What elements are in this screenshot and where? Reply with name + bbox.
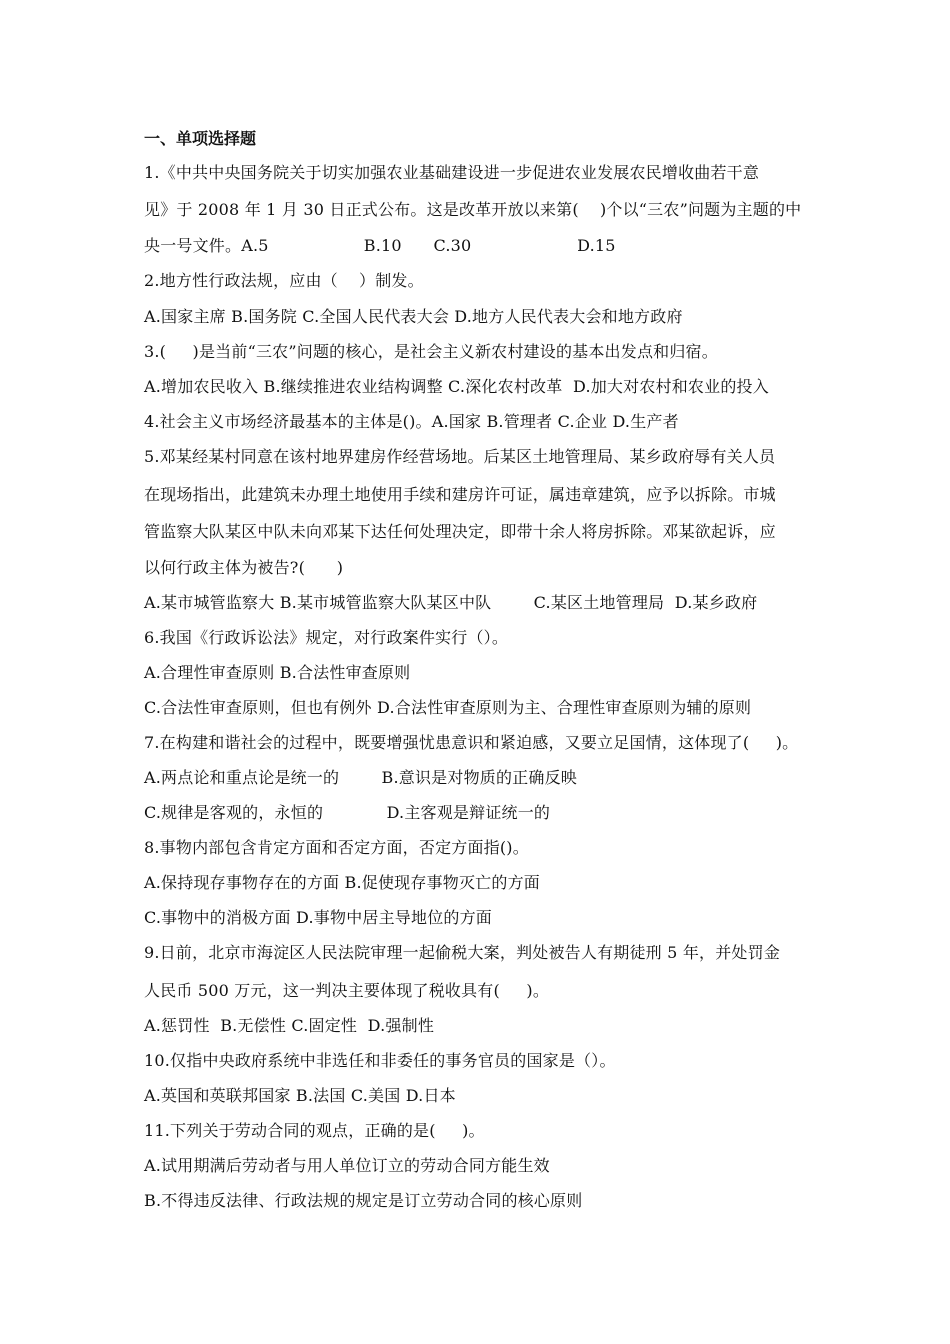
question-9-line-1: 9.日前，北京市海淀区人民法院审理一起偷税大案，判处被告人有期徒刑 5 年，并处罚金 xyxy=(144,943,781,962)
question-7-options-2: C.规律是客观的，永恒的 D.主客观是辩证统一的 xyxy=(144,803,551,822)
question-8-options-1: A.保持现存事物存在的方面 B.促使现存事物灭亡的方面 xyxy=(144,873,540,892)
question-3-options: A.增加农民收入 B.继续推进农业结构调整 C.深化农村改革 D.加大对农村和农业的投入 xyxy=(144,377,769,396)
question-5-line-2: 在现场指出，此建筑未办理土地使用手续和建房许可证，属违章建筑，应予以拆除。市城 xyxy=(144,485,776,504)
question-10: 10.仅指中央政府系统中非选任和非委任的事务官员的国家是（）。 xyxy=(144,1051,616,1070)
section-heading: 一、单项选择题 xyxy=(144,129,257,148)
question-1-line-1: 1.《中共中央国务院关于切实加强农业基础建设进一步促进农业发展农民增收曲若干意 xyxy=(144,163,760,182)
question-9-line-2: 人民币 500 万元，这一判决主要体现了税收具有( )。 xyxy=(144,981,550,1000)
question-11-option-a: A.试用期满后劳动者与用人单位订立的劳动合同方能生效 xyxy=(144,1156,550,1175)
question-1-line-2: 见》于 2008 年 1 月 30 日正式公布。这是改革开放以来第( )个以“三农”问题为主题的中 xyxy=(144,200,802,219)
question-10-options: A.英国和英联邦国家 B.法国 C.美国 D.日本 xyxy=(144,1086,456,1105)
question-6-options-1: A.合理性审查原则 B.合法性审查原则 xyxy=(144,663,411,682)
question-8: 8.事物内部包含肯定方面和否定方面，否定方面指()。 xyxy=(144,838,529,857)
question-6: 6.我国《行政诉讼法》规定，对行政案件实行（）。 xyxy=(144,628,509,647)
question-1-options: 央一号文件。A.5 B.10 C.30 D.15 xyxy=(144,236,616,255)
question-7-options-1: A.两点论和重点论是统一的 B.意识是对物质的正确反映 xyxy=(144,768,577,787)
question-11-option-b: B.不得违反法律、行政法规的规定是订立劳动合同的核心原则 xyxy=(144,1191,583,1210)
question-8-options-2: C.事物中的消极方面 D.事物中居主导地位的方面 xyxy=(144,908,492,927)
question-5-line-1: 5.邓某经某村同意在该村地界建房作经营场地。后某区土地管理局、某乡政府辱有关人员 xyxy=(144,447,776,466)
question-9-options: A.惩罚性 B.无偿性 C.固定性 D.强制性 xyxy=(144,1016,435,1035)
question-7: 7.在构建和谐社会的过程中，既要增强忧患意识和紧迫感，又要立足国情，这体现了( )。 xyxy=(144,733,799,752)
question-2-options: A.国家主席 B.国务院 C.全国人民代表大会 D.地方人民代表大会和地方政府 xyxy=(144,307,683,326)
question-5-line-3: 管监察大队某区中队未向邓某下达任何处理决定，即带十余人将房拆除。邓某欲起诉，应 xyxy=(144,522,776,541)
question-5-options: A.某市城管监察大 B.某市城管监察大队某区中队 C.某区土地管理局 D.某乡政府 xyxy=(144,593,758,612)
question-11: 11.下列关于劳动合同的观点，正确的是( )。 xyxy=(144,1121,485,1140)
question-2: 2.地方性行政法规，应由（ ）制发。 xyxy=(144,271,424,290)
question-6-options-2: C.合法性审查原则，但也有例外 D.合法性审查原则为主、合理性审查原则为辅的原则 xyxy=(144,698,752,717)
question-3: 3.( )是当前“三农”问题的核心，是社会主义新农村建设的基本出发点和归宿。 xyxy=(144,342,718,361)
question-5-line-4: 以何行政主体为被告?( ) xyxy=(144,558,344,577)
question-4: 4.社会主义市场经济最基本的主体是()。A.国家 B.管理者 C.企业 D.生产者 xyxy=(144,412,679,431)
